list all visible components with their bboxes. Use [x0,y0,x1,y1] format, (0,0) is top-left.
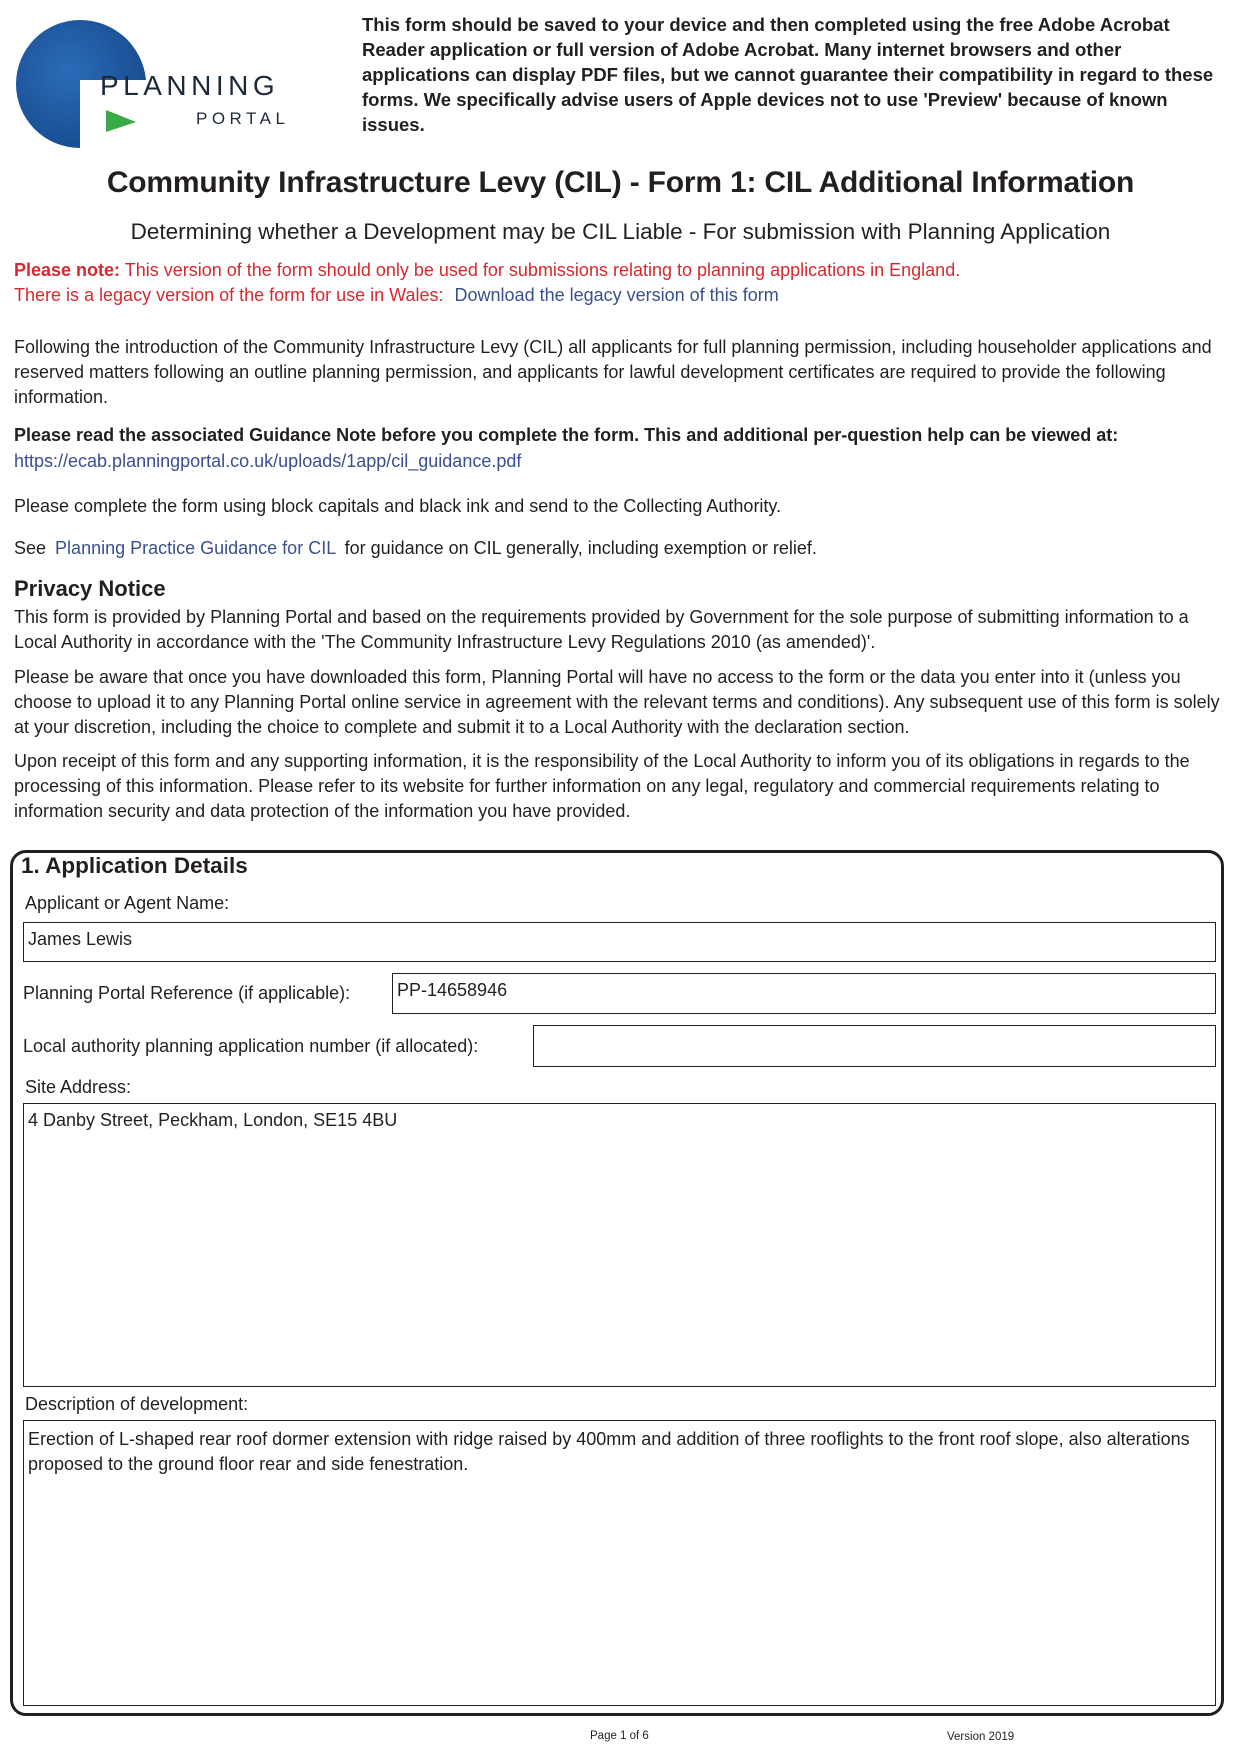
privacy-heading: Privacy Notice [14,576,166,601]
wales-note [14,283,779,308]
description-field[interactable]: Erection of L-shaped rear roof dormer extension with ridge raised by 400mm and addition of three rooflights to the front roof slope, also alterations proposed to the ground floor rear and side fenestration. [23,1420,1216,1706]
page-number: Page 1 of 6 [590,1730,649,1742]
guidance-link[interactable]: https://ecab.planningportal.co.uk/uploads/1app/cil_guidance.pdf [14,451,522,471]
site-address-label: Site Address: [25,1077,132,1097]
logo-text-planning: PLANNING [100,70,280,101]
privacy-paragraph-1: This form is provided by Planning Portal and based on the requirements provided by Government for the sole purpose of submitting information to a Local Authority in accordance with the 'The Community Infrastructure Levy Regulations 2010 (as amended)'. [14,607,1189,652]
legacy-form-link[interactable]: Download the legacy version of this form [454,285,779,305]
la-number-field[interactable] [533,1025,1216,1067]
page-title: Community Infrastructure Levy (CIL) - Form 1: CIL Additional Information [106,166,1135,199]
planning-portal-logo [16,18,306,150]
complete-instruction: Please complete the form using block capitals and black ink and send to the Collecting Authority. [14,496,782,516]
see-suffix: for guidance on CIL generally, including exemption or relief. [344,538,817,558]
logo-text-portal: PORTAL [196,109,290,128]
pp-ref-field[interactable]: PP-14658946 [392,973,1216,1014]
section-title: 1. Application Details [21,853,248,878]
page-subtitle: Determining whether a Development may be CIL Liable - For submission with Planning Application [130,219,1111,244]
applicant-name-label: Applicant or Agent Name: [25,893,230,913]
la-number-label: Local authority planning application number (if allocated): [23,1036,479,1056]
privacy-paragraph-3: Upon receipt of this form and any supporting information, it is the responsibility of the Local Authority to inform you of its obligations in regards to the processing of this information. Please refer to its website for further information on any legal, regulatory and commercial requirements relating to information security and data protection of the information you have provided. [14,751,1190,821]
pp-ref-label: Planning Portal Reference (if applicable): [23,983,351,1003]
adobe-notice: This form should be saved to your device and then completed using the free Adobe Acrobat Reader application or full version of Adobe Acrobat. Many internet browsers and other applications can display PDF files, but we cannot guarantee their compatibility in regard to these forms. We specifically advise users of Apple devices not to use 'Preview' because of known issues. [362,14,1214,135]
intro-paragraph: Following the introduction of the Community Infrastructure Levy (CIL) all applicants for full planning permission, including householder applications and reserved matters following an outline planning permission, and applicants for lawful development certificates are required to provide the following information. [14,337,1212,407]
see-guidance-line [14,536,817,561]
wales-note-text: There is a legacy version of the form for use in Wales: [14,285,444,305]
please-note-text: This version of the form should only be used for submissions relating to planning applications in England. [120,260,961,280]
please-note [14,258,960,283]
applicant-name-field[interactable]: James Lewis [23,922,1216,962]
privacy-paragraph-2: Please be aware that once you have downloaded this form, Planning Portal will have no access to the form or the data you enter into it (unless you choose to upload it to any Planning Portal online service in agreement with the relevant terms and conditions). Any subsequent use of this form is solely at your discretion, including the choice to complete and submit it to a Local Authority with the declaration section. [14,667,1220,737]
guidance-note: Please read the associated Guidance Note before you complete the form. This and additional per-question help can be viewed at: [14,425,1119,445]
please-note-label: Please note: [14,260,121,280]
version-label: Version 2019 [947,1731,1015,1743]
site-address-field[interactable]: 4 Danby Street, Peckham, London, SE15 4BU [23,1103,1216,1387]
see-prefix: See [14,538,47,558]
description-label: Description of development: [25,1394,249,1414]
ppg-cil-link[interactable]: Planning Practice Guidance for CIL [55,538,336,558]
